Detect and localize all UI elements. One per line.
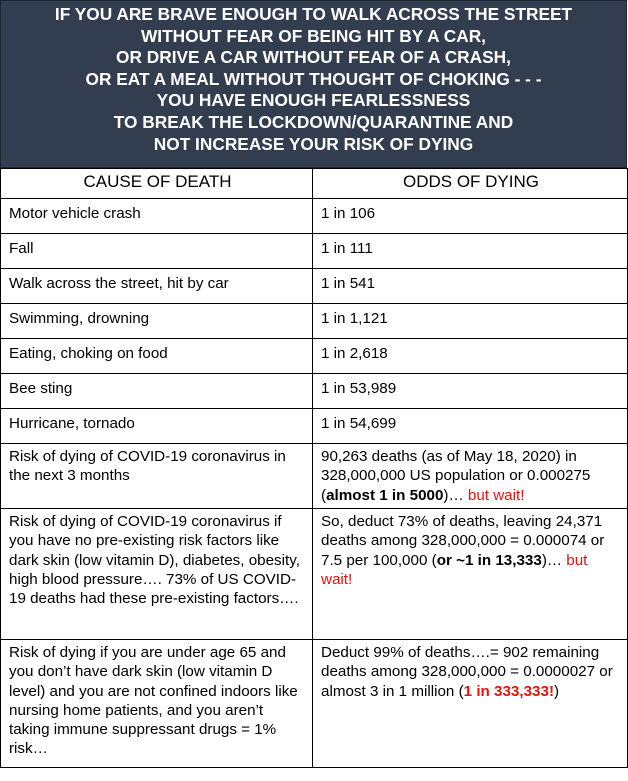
odds-highlight: almost 1 in 5000 — [326, 486, 444, 504]
table-row — [1, 374, 628, 409]
cause-cell: Swimming, drowning — [1, 304, 313, 339]
headline-line: IF YOU ARE BRAVE ENOUGH TO WALK ACROSS THE STREET — [54, 4, 573, 24]
odds-cell: 1 in 2,618 — [313, 339, 628, 374]
headline-line: OR DRIVE A CAR WITHOUT FEAR OF A CRASH, — [116, 47, 511, 68]
odds-cell: 1 in 54,699 — [313, 409, 628, 444]
odds-cell: 1 in 1,121 — [313, 304, 628, 339]
headline-line: TO BREAK THE LOCKDOWN/QUARANTINE AND — [113, 111, 514, 132]
headline-line: NOT INCREASE YOUR RISK OF DYING — [153, 133, 474, 154]
but-wait-label: but wait! — [321, 551, 588, 588]
headline-line: WITHOUT FEAR OF BEING HIT BY A CAR, — [141, 25, 486, 46]
odds-text: 90,263 deaths (as of May 18, 2020) in 328,000,000 US population or 0.000275 ( — [321, 448, 591, 504]
headline-banner — [0, 0, 627, 168]
table-row — [1, 234, 628, 269]
table-row — [1, 304, 628, 339]
cause-cell: Motor vehicle crash — [1, 199, 313, 234]
table-row — [1, 269, 628, 304]
odds-text: Deduct 99% of deaths….= 902 remaining deaths among 328,000,000 = 0.0000027 or almost 3 in 1 million ( — [321, 644, 613, 700]
odds-cell — [313, 509, 628, 640]
but-wait-label: but wait! — [467, 486, 525, 504]
column-header-cause: CAUSE OF DEATH — [1, 169, 313, 199]
odds-text-after: )… — [443, 486, 468, 504]
table-row — [1, 409, 628, 444]
table-row — [1, 339, 628, 374]
column-header-odds: ODDS OF DYING — [313, 169, 628, 199]
odds-cell — [313, 640, 628, 768]
odds-cell — [313, 444, 628, 509]
odds-cell: 1 in 541 — [313, 269, 628, 304]
cause-cell: Risk of dying if you are under age 65 and you don’t have dark skin (low vitamin D level) and you are not confined indoors like nursing home patients, and you aren’t taking immune suppressant drugs = 1% risk… — [1, 640, 313, 768]
odds-text-after: )… — [541, 551, 567, 569]
cause-cell: Hurricane, tornado — [1, 409, 313, 444]
cause-cell: Bee sting — [1, 374, 313, 409]
odds-highlight: or ~1 in 13,333 — [436, 551, 542, 569]
odds-text-after: ) — [554, 682, 560, 700]
table-row — [1, 444, 628, 509]
cause-cell: Walk across the street, hit by car — [1, 269, 313, 304]
odds-text: So, deduct 73% of deaths, leaving 24,371 deaths among 328,000,000 = 0.000074 or 7.5 per 100,000 ( — [321, 513, 605, 569]
table-row — [1, 199, 628, 234]
odds-table — [0, 168, 628, 768]
odds-cell: 1 in 111 — [313, 234, 628, 269]
odds-cell: 1 in 106 — [313, 199, 628, 234]
headline-line: OR EAT A MEAL WITHOUT THOUGHT OF CHOKING - - - — [85, 68, 542, 89]
headline-line: YOU HAVE ENOUGH FEARLESSNESS — [156, 90, 471, 111]
cause-cell: Risk of dying of COVID-19 coronavirus if you have no pre-existing risk factors like dark skin (low vitamin D), diabetes, obesity, high blood pressure…. 73% of US COVID-19 deaths had these pre-existing factors…. — [1, 509, 313, 640]
cause-cell: Eating, choking on food — [1, 339, 313, 374]
odds-cell: 1 in 53,989 — [313, 374, 628, 409]
odds-highlight-red: 1 in 333,333! — [463, 682, 554, 700]
table-header-row — [1, 169, 628, 199]
cause-cell: Fall — [1, 234, 313, 269]
table-row — [1, 509, 628, 640]
cause-cell: Risk of dying of COVID-19 coronavirus in the next 3 months — [1, 444, 313, 509]
table-row — [1, 640, 628, 768]
